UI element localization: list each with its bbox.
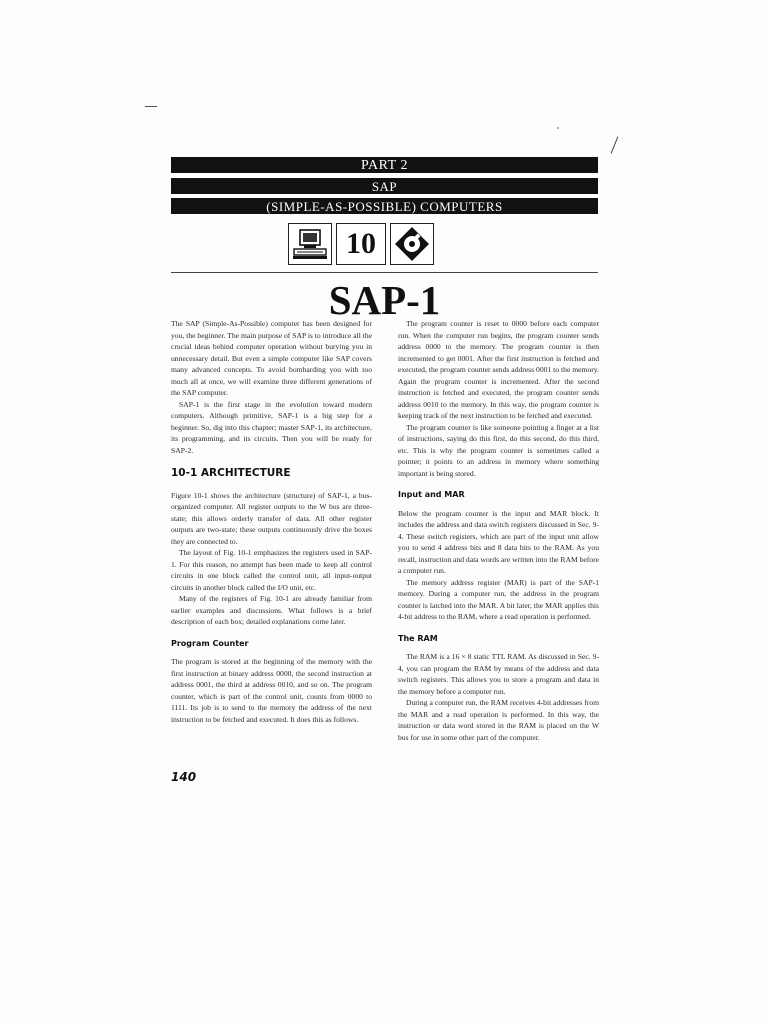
page-number: 140 [171,770,197,784]
paragraph: The memory address register (MAR) is part of the SAP-1 memory. During a computer run, the address in the program counter is latched into the MAR. A bit later, the MAR applies this 4-bit address to the RAM, where a read operation is performed. [398,577,599,621]
diskette-diamond-icon [390,223,434,265]
paragraph: The layout of Fig. 10-1 emphasizes the registers used in SAP-1. For this reason, no attempt has been made to keep all control circuits in one block called the control unit, all input-output circuits in another block called the I/O unit, etc. [171,548,372,592]
paragraph: The program counter is like someone pointing a finger at a list of instructions, saying do this first, do this second, do this third, etc. This is why the program counter is sometimes called a pointer; it points to an address in memory where something important is being stored. [398,422,599,478]
paragraph: The program counter is reset to 0000 before each computer run. When the computer run begins, the program counter sends address 0000 to the memory. The program counter is then incremented to get 0001. After the first instruction is fetched and executed, the program counter sends address 0001 to the memory. Again the program counter is incremented. After the second instruction is fetched and executed, the program counter sends address 0010 to the memory. In this way, the program counter is keeping track of the next instruction to be fetched and executed. [398,319,599,420]
left-column [171,318,372,725]
paragraph: Many of the registers of Fig. 10-1 are already familiar from earlier examples and discussions. What follows is a brief description of each box; detailed explanations come later. [171,594,372,626]
subtitle-banner: (SIMPLE-AS-POSSIBLE) COMPUTERS [171,198,598,214]
chapter-icons-row [288,223,434,267]
header-rule [171,272,598,273]
subsection-heading: Input and MAR [398,490,465,499]
subsection-heading: The RAM [398,633,438,643]
computer-icon [288,223,332,265]
section-banner: SAP [171,178,598,194]
part-banner: PART 2 [171,157,598,173]
margin-dash [145,106,157,107]
paragraph: The RAM is a 16 × 8 static TTL RAM. As discussed in Sec. 9-4, you can program the RAM by means of the address and data switch registers. This allows you to store a program and data in the memory before a computer run. [398,652,599,696]
speck [557,127,559,129]
paragraph: During a computer run, the RAM receives 4-bit addresses from the MAR and a read operation is performed. In this way, the instruction or data word stored in the RAM is placed on the W bus for use in some other part of the computer. [398,698,599,742]
chapter-title: SAP-1 [328,277,441,323]
paragraph: The SAP (Simple-As-Possible) computer has been designed for you, the beginner. The main purpose of SAP is to introduce all the crucial ideas behind computer operation without burying you in unnecessary detail. But even a simple computer like SAP covers many advanced concepts. To avoid bombarding you with too much all at once, we will examine three different generations of the SAP computer. [171,319,372,397]
paragraph: Below the program counter is the input and MAR block. It includes the address and data switch registers discussed in Sec. 9-4. These switch registers, which are part of the input unit allow you to send 4 address bits and 8 data bits to the RAM. As you recall, instruction and data words are written into the RAM before a computer run. [398,508,599,575]
section-heading: 10-1 ARCHITECTURE [171,467,291,479]
right-column [398,318,599,743]
paragraph: Figure 10-1 shows the architecture (structure) of SAP-1, a bus-organized computer. All register outputs to the W bus are three-state; this allows orderly transfer of data. All other register outputs are two-state; these outputs continuously drive the boxes they are connected to. [171,490,372,546]
chapter-number: 10 [336,223,386,265]
paragraph: SAP-1 is the first stage in the evolution toward modern computers. Although primitive, SAP-1 is a big step for a beginner. So, dig into this chapter; master SAP-1, its architecture, its programming, and its circuits. Then you will be ready for SAP-2. [171,399,372,455]
subsection-heading: Program Counter [171,638,249,648]
paragraph: The program is stored at the beginning of the memory with the first instruction at binary address 0000, the second instruction at address 0001, the third at address 0010, and so on. The program counter, which is part of the control unit, counts from 0000 to 1111. Its job is to send to the memory the address of the next instruction to be fetched and executed. It does this as follows. [171,657,372,724]
